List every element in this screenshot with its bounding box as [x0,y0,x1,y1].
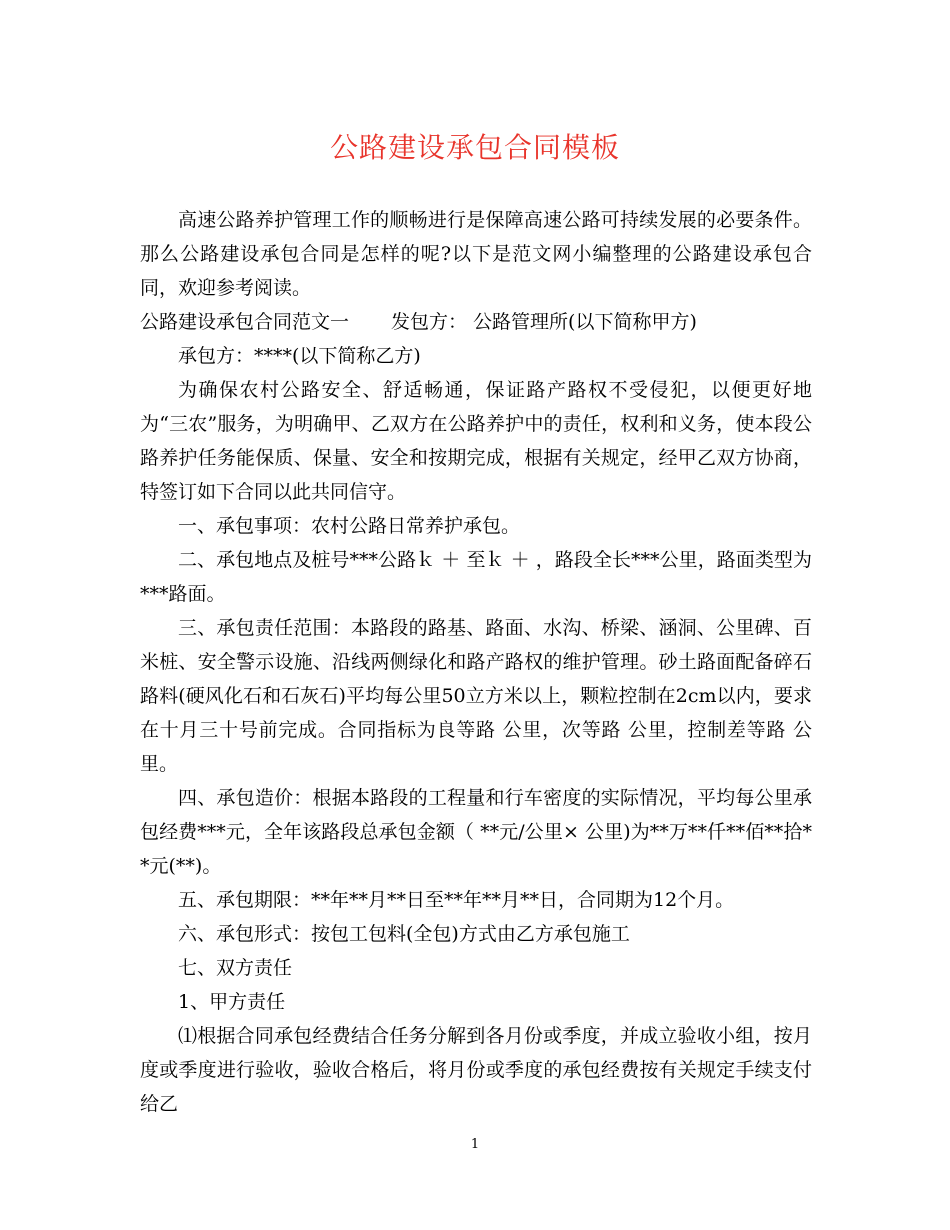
contractor-line: 承包方：****(以下简称乙方) [178,345,421,367]
clause-5: 五、承包期限：**年**月**日至**年**月**日，合同期为12个月。 [178,889,735,911]
clause-7-1-1: ⑴根据合同承包经费结合任务分解到各月份或季度，并成立验收小组，按月度或季度进行验收，验收合格后，将月份或季度的承包经费按有关规定手续支付给乙 [140,1025,812,1115]
sample-heading: 公路建设承包合同范文一 [140,311,350,333]
page-number: 1 [470,1137,480,1152]
document-title: 公路建设承包合同模板 [329,131,620,164]
clause-6: 六、承包形式：按包工包料(全包)方式由乙方承包施工 [178,923,630,945]
issuer-line: 发包方： 公路管理所(以下简称甲方) [391,311,697,333]
clause-2: 二、承包地点及桩号***公路ｋ ＋ 至ｋ ＋ ，路段全长***公里，路面类型为***路面。 [140,549,812,605]
clause-1: 一、承包事项：农村公路日常养护承包。 [178,515,521,537]
clause-7: 七、双方责任 [178,957,293,979]
clause-7-1: 1、甲方责任 [178,991,286,1013]
sample-heading-line [140,305,812,339]
document-body [140,203,812,1121]
intro-paragraph: 高速公路养护管理工作的顺畅进行是保障高速公路可持续发展的必要条件。那么公路建设承包合同是怎样的呢?以下是范文网小编整理的公路建设承包合同，欢迎参考阅读。 [140,209,812,299]
purpose-paragraph: 为确保农村公路安全、舒适畅通，保证路产路权不受侵犯，以便更好地为“三农”服务，为明确甲、乙双方在公路养护中的责任，权利和义务，使本段公路养护任务能保质、保量、安全和按期完成，根据有关规定，经甲乙双方协商，特签订如下合同以此共同信守。 [140,379,812,503]
clause-4: 四、承包造价：根据本路段的工程量和行车密度的实际情况，平均每公里承包经费***元，全年该路段总承包金额（ **元/公里× 公里)为**万**仟**佰**拾**元(**)。 [140,787,812,877]
clause-3: 三、承包责任范围：本路段的路基、路面、水沟、桥梁、涵洞、公里碑、百米桩、安全警示设施、沿线两侧绿化和路产路权的维护管理。砂土路面配备碎石路料(硬风化石和石灰石)平均每公里50立方米以上，颗粒控制在2cm以内，要求在十月三十号前完成。合同指标为良等路 公里，次等路 公里，控制差等路 公里。 [140,617,812,775]
